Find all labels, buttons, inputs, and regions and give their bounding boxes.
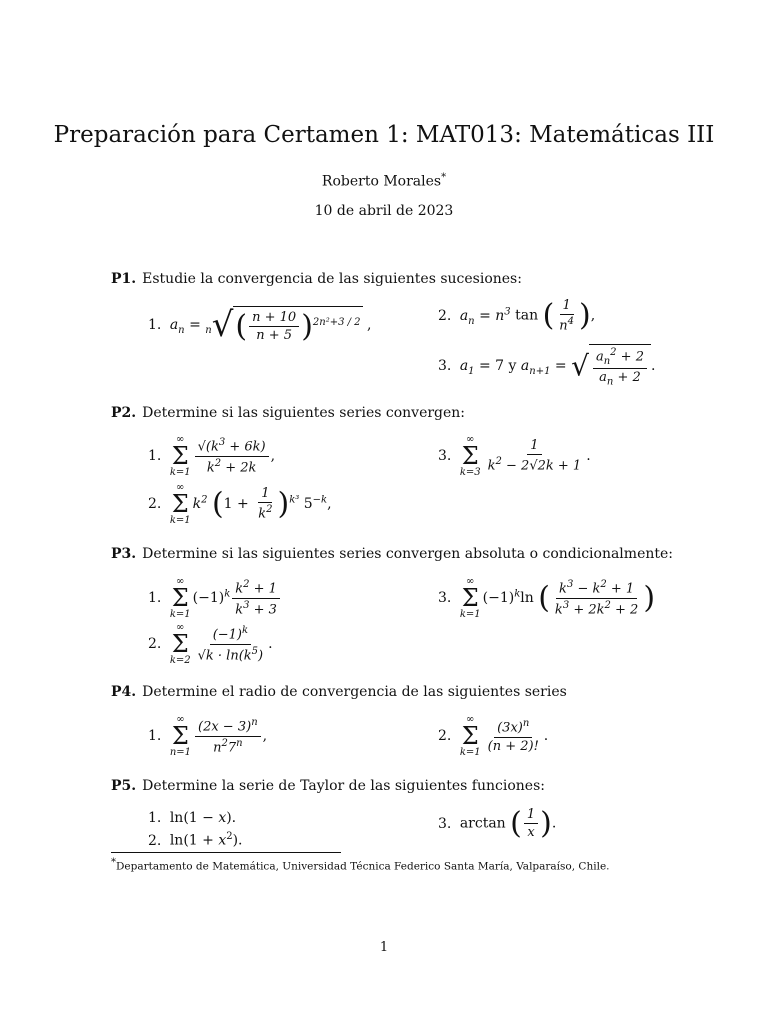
document-title: Preparación para Certamen 1: MAT013: Matemáticas III [53,122,715,148]
item-number: 1. [148,317,162,333]
item-number: 1. [148,810,162,826]
problem-text: Determine la serie de Taylor de las siguientes funciones: [142,778,545,794]
item-number: 2. [438,728,452,744]
p1-item-1: 1. $a_n = _n√$( $\frac{n + 10}{n + 5}$ )$^{2n^2+3 / 2}$ , [148,305,372,345]
p5-item-1: 1. ln(1 − x). [148,810,237,826]
p2-item-2: 2. ∞ Σ k=1 $k^2$ (1 + $\frac{1}{k^2}$ )$^{k^3}$ $5^{-k}$, [148,482,332,526]
p1-item-3: 3. $a_1 = 7$ y $a_{n+1}$ = √ $\frac{a_n^2 + 2}{a_n + 2}$ . [438,344,655,388]
footnote-mark: * [111,857,116,868]
footnote-text: Departamento de Matemática, Universidad Técnica Federico Santa María, Valparaíso, Chile. [116,860,610,873]
p4-item-1: 1. ∞ Σ n=1 $\frac{(2x - 3)^n}{n^27^n}$ , [148,714,268,758]
problem-label: P2. [111,405,137,421]
p5-item-3: 3. arctan ( $\frac{1}{x}$ ). [438,806,557,841]
item-number: 3. [438,590,452,606]
problem-text: Determine el radio de convergencia de las siguientes series [142,684,567,700]
p3-item-1: 1. ∞ Σ k=1 $(-1)^k$ $\frac{k^2 + 1}{k^3 + 3}$ [148,576,282,620]
item-number: 1. [148,590,162,606]
item-number: 1. [148,728,162,744]
document-date: 10 de abril de 2023 [314,203,454,219]
p5-item-2: 2. $\ln(1 + x^2)$. [148,831,243,849]
problem-text: Estudie la convergencia de las siguientes sucesiones: [142,271,522,287]
problem-p1-heading [111,271,522,287]
item-number: 2. [148,832,162,849]
problem-label: P5. [111,778,137,794]
document-author [0,172,768,190]
problem-p5-heading [111,778,545,794]
problem-p4-heading [111,684,567,700]
problem-label: P4. [111,684,137,700]
problem-label: P1. [111,271,137,287]
p2-item-3: 3. ∞ Σ k=3 $\frac{1}{k^2 - 2√2k + 1}$ . [438,434,591,478]
problem-label: P3. [111,546,137,562]
p4-item-2: 2. ∞ Σ k=1 $\frac{(3x)^n}{(n + 2)!}$ . [438,714,549,758]
footnote-rule [111,852,341,853]
problem-text: Determine si las siguientes series convergen absoluta o condicionalmente: [142,546,673,562]
footnote [111,857,610,873]
item-number: 2. [148,496,162,512]
item-number: 3. [438,448,452,464]
item-number: 2. [438,307,452,324]
author-footnote-mark: * [441,172,447,183]
p2-item-1: 1. ∞ Σ k=1 $\frac{√(k^3 + 6k)}{k^2 + 2k}$ , [148,434,276,478]
problem-p3-heading [111,546,673,562]
problem-p2-heading [111,405,465,421]
author-name: Roberto Morales [321,173,442,190]
p3-item-3: 3. ∞ Σ k=1 $(-1)^k\ln$ ( $\frac{k^3 - k^2 + 1}{k^3 + 2k^2 + 2}$ ) [438,576,656,620]
item-number: 1. [148,448,162,464]
p3-item-2: 2. ∞ Σ k=2 $\frac{(-1)^k}{√k \cdot \ln(k^5)}$ . [148,622,273,666]
page-number: 1 [379,940,389,955]
item-number: 3. [438,815,452,832]
item-number: 3. [438,357,452,374]
p1-item-2: 2. $a_n = n^3$ tan ( $\frac{1}{n^4}$ ), [438,298,596,334]
problem-text: Determine si las siguientes series convergen: [142,405,466,421]
item-number: 2. [148,636,162,652]
